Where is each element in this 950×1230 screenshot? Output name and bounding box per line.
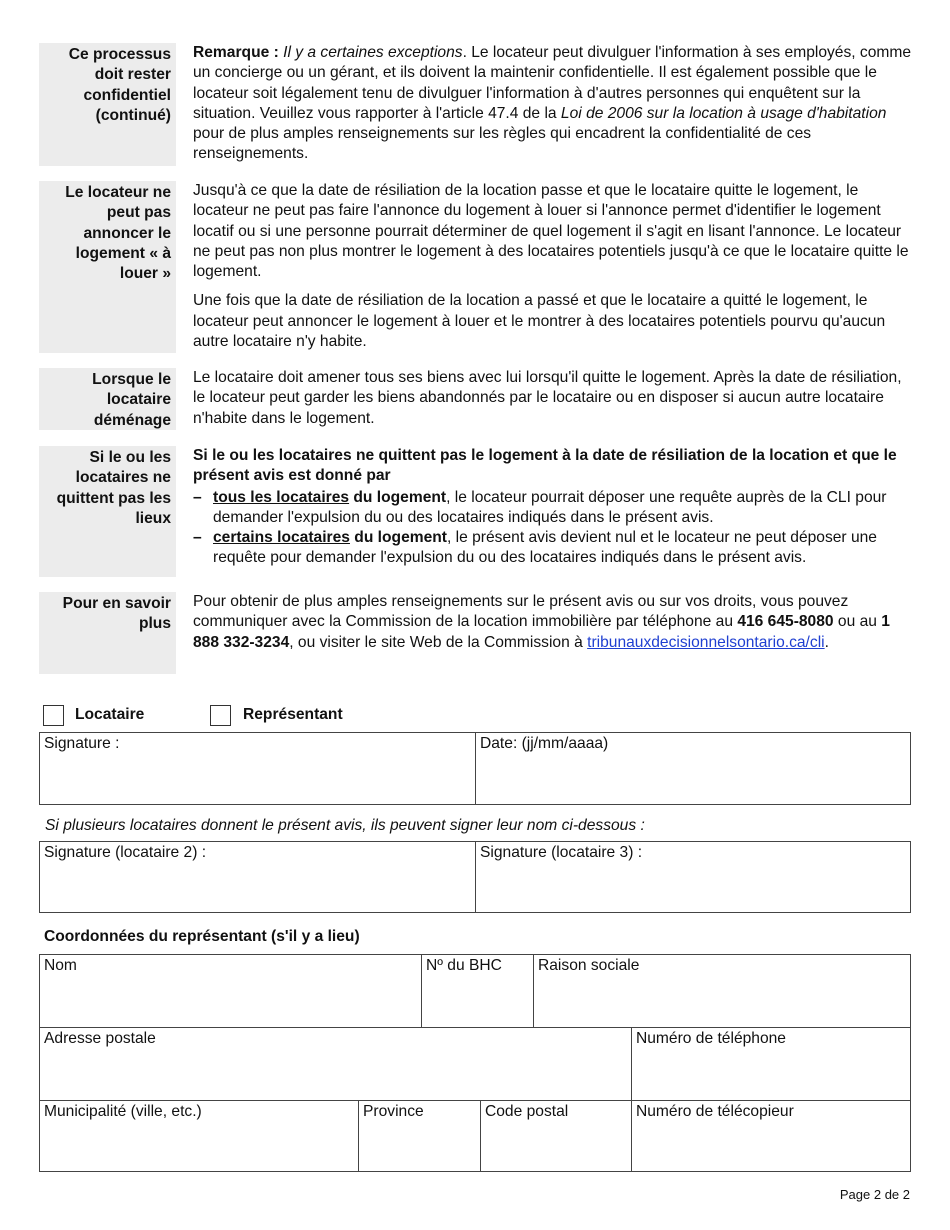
section-body-confidential xyxy=(193,43,915,165)
no-advertise-paragraph-2: Une fois que la date de résiliation de la location a passé et que le locataire a quitté le logement, le locateur peut annoncer le logement à louer et le montrer à des locataires potentiels pourvu qu'aucun autre locataire n'y habite. xyxy=(193,292,886,351)
tenant-checkbox-label: Locataire xyxy=(75,706,145,723)
representative-checkbox-label: Représentant xyxy=(243,706,343,723)
representative-title: Coordonnées du représentant (s'il y a lieu) xyxy=(44,928,360,945)
rep-lsuc-label: Nº du BHC xyxy=(426,957,502,974)
rep-address-field[interactable] xyxy=(39,1027,632,1101)
rep-lsuc-field[interactable] xyxy=(421,954,534,1028)
rep-postal-label: Code postal xyxy=(485,1103,569,1120)
rep-name-label: Nom xyxy=(44,957,77,974)
date-label: Date: (jj/mm/aaaa) xyxy=(480,735,609,752)
multi-tenant-note: Si plusieurs locataires donnent le présent avis, ils peuvent signer leur nom ci-dessous : xyxy=(45,817,645,834)
rep-fax-field[interactable] xyxy=(631,1100,911,1172)
section-body-more-info xyxy=(193,592,915,653)
signature-tenant-2-field[interactable] xyxy=(39,841,476,913)
signature-label: Signature : xyxy=(44,735,120,752)
rep-company-label: Raison sociale xyxy=(538,957,640,974)
section-label-confidential: Ce processus doit rester confidentiel (continué) xyxy=(39,43,176,166)
confidential-paragraph: Remarque : Il y a certaines exceptions. Le locateur peut divulguer l'information à ses employés, comme un concierge ou un gérant, et ils doivent la maintenir confidentielle. Il est également possible que le locateur soit légalement tenu de divulguer l'information à d'autres personnes qui enquêtent sur la situation. Veuillez vous rapporter à l'article 47.4 de la Loi de 2006 sur la location à usage d'habitation pour de plus amples renseignements sur les règles qui encadrent la confidentialité de ces renseignements. xyxy=(193,44,912,163)
rep-address-label: Adresse postale xyxy=(44,1030,156,1047)
section-label-not-leaving: Si le ou les locataires ne quittent pas les lieux xyxy=(39,446,176,577)
rep-city-field[interactable] xyxy=(39,1100,359,1172)
tenant-checkbox[interactable] xyxy=(43,705,64,726)
rep-province-field[interactable] xyxy=(358,1100,481,1172)
rep-city-label: Municipalité (ville, etc.) xyxy=(44,1103,202,1120)
section-label-moving: Lorsque le locataire déménage xyxy=(39,368,176,430)
not-leaving-intro: Si le ou les locataires ne quittent pas le logement à la date de résiliation de la location et que le présent avis est donné par xyxy=(193,447,897,485)
page-number: Page 2 de 2 xyxy=(839,1187,910,1202)
moving-paragraph: Le locataire doit amener tous ses biens avec lui lorsqu'il quitte le logement. Après la date de résiliation, le locateur peut garder les biens abandonnés par le locataire ou en disposer si aucun autre locataire n'habite dans le logement. xyxy=(193,369,902,427)
section-body-moving xyxy=(193,368,915,429)
commission-website-link[interactable]: tribunauxdecisionnelsontario.ca/cli xyxy=(587,633,825,651)
not-leaving-item-some: – certains locataires du logement, le présent avis devient nul et le locateur ne peut déposer une requête pour demander l'expulsion du ou des locataires indiqués dans le présent avis. xyxy=(193,529,877,567)
date-field[interactable] xyxy=(475,732,911,805)
section-label-more-info: Pour en savoir plus xyxy=(39,592,176,674)
rep-company-field[interactable] xyxy=(533,954,911,1028)
more-info-paragraph: Pour obtenir de plus amples renseignements sur le présent avis ou sur vos droits, vous pouvez communiquer avec la Commission de la location immobilière par téléphone au 416 645-8080 ou au 1 888 332-3234, ou visiter le site Web de la Commission à tribunauxdecisionnelsontario.ca/cli. xyxy=(193,593,890,651)
rep-phone-field[interactable] xyxy=(631,1027,911,1101)
section-label-no-advertise: Le locateur ne peut pas annoncer le logement « à louer » xyxy=(39,181,176,353)
rep-name-field[interactable] xyxy=(39,954,422,1028)
rep-phone-label: Numéro de téléphone xyxy=(636,1030,786,1047)
signature-tenant-3-label: Signature (locataire 3) : xyxy=(480,844,643,861)
section-body-not-leaving xyxy=(193,446,915,569)
rep-fax-label: Numéro de télécopieur xyxy=(636,1103,794,1120)
representative-checkbox[interactable] xyxy=(210,705,231,726)
section-body-no-advertise xyxy=(193,181,915,352)
rep-province-label: Province xyxy=(363,1103,424,1120)
signature-tenant-3-field[interactable] xyxy=(475,841,911,913)
no-advertise-paragraph-1: Jusqu'à ce que la date de résiliation de la location passe et que le locataire quitte le logement, le locateur ne peut pas faire l'annonce du logement à louer si l'annonce permet d'identifier le logement locatif ou si une personne pourrait déterminer de quel logement il s'agit en lisant l'annonce. Le locateur ne peut pas non plus montrer le logement à des locataires potentiels jusqu'à ce que le locataire quitte le logement. xyxy=(193,182,909,281)
signature-field[interactable] xyxy=(39,732,476,805)
rep-postal-field[interactable] xyxy=(480,1100,632,1172)
not-leaving-item-all: – tous les locataires du logement, le locateur pourrait déposer une requête auprès de la CLI pour demander l'expulsion du ou des locataires indiqués dans le présent avis. xyxy=(193,488,887,526)
signature-tenant-2-label: Signature (locataire 2) : xyxy=(44,844,207,861)
